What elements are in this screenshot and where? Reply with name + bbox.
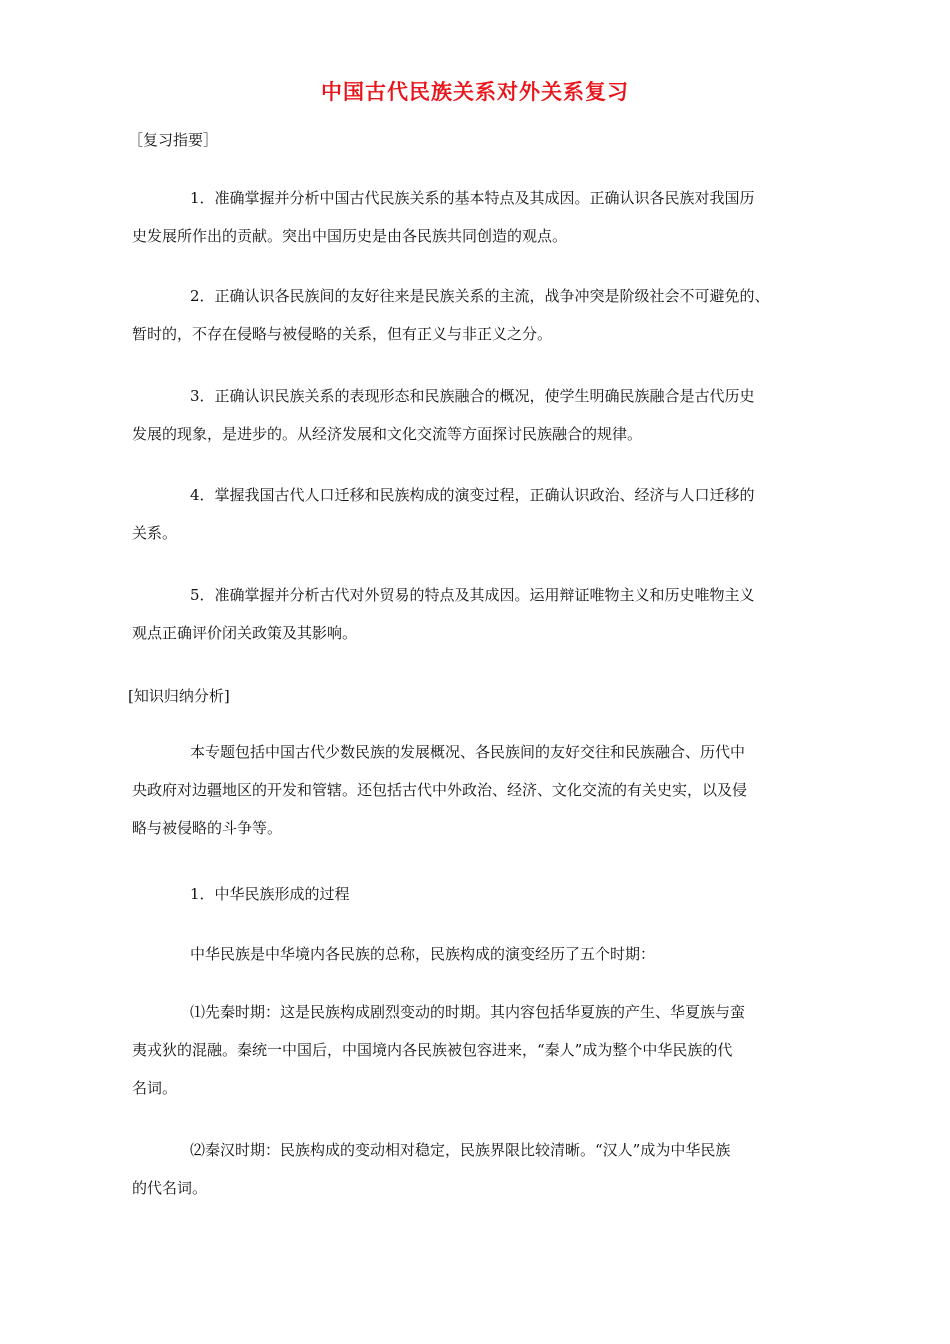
review-item-3-line-1: 3．正确认识民族关系的表现形态和民族融合的概况，使学生明确民族融合是古代历史 <box>190 387 755 405</box>
review-item-2 <box>132 284 822 370</box>
period-1-line-3: 名词。 <box>132 1079 178 1097</box>
review-item-2-line-1: 2．正确认识各民族间的友好往来是民族关系的主流，战争冲突是阶级社会不可避免的、 <box>190 287 770 305</box>
review-item-5-line-2: 观点正确评价闭关政策及其影响。 <box>132 624 358 642</box>
review-item-5 <box>132 583 822 669</box>
period-1-line-2: 夷戎狄的混融。秦统一中国后，中国境内各民族被包容进来，“秦人”成为整个中华民族的代 <box>132 1041 733 1059</box>
knowledge-intro-line-2: 央政府对边疆地区的开发和管辖。还包括古代中外政治、经济、文化交流的有关史实，以及侵 <box>132 781 748 799</box>
document-title: 中国古代民族关系对外关系复习 <box>321 80 629 104</box>
knowledge-lead <box>132 942 822 990</box>
review-item-5-line-1: 5．准确掌握并分析古代对外贸易的特点及其成因。运用辩证唯物主义和历史唯物主义 <box>190 586 755 604</box>
period-1 <box>132 1000 822 1124</box>
review-item-1 <box>132 186 822 272</box>
knowledge-subheading <box>132 882 822 930</box>
review-item-3 <box>132 384 822 470</box>
section-header-review: ［复习指要］ <box>128 131 219 149</box>
knowledge-lead-text: 中华民族是中华境内各民族的总称，民族构成的演变经历了五个时期： <box>190 945 656 963</box>
knowledge-subheading-text: 1．中华民族形成的过程 <box>190 885 350 903</box>
review-item-4-line-2: 关系。 <box>132 524 178 542</box>
period-2-line-1: ⑵秦汉时期：民族构成的变动相对稳定，民族界限比较清晰。“汉人”成为中华民族 <box>190 1141 731 1159</box>
section-header-knowledge: [知识归纳分析] <box>128 687 230 705</box>
review-item-3-line-2: 发展的现象，是进步的。从经济发展和文化交流等方面探讨民族融合的规律。 <box>132 425 643 443</box>
period-2-line-2: 的代名词。 <box>132 1179 208 1197</box>
period-2 <box>132 1138 822 1224</box>
knowledge-intro-line-1: 本专题包括中国古代少数民族的发展概况、各民族间的友好交往和民族融合、历代中 <box>190 743 746 761</box>
knowledge-intro <box>132 740 822 864</box>
review-item-4 <box>132 483 822 569</box>
review-item-1-line-1: 1．准确掌握并分析中国古代民族关系的基本特点及其成因。正确认识各民族对我国历 <box>190 189 755 207</box>
period-1-line-1: ⑴先秦时期：这是民族构成剧烈变动的时期。其内容包括华夏族的产生、华夏族与蛮 <box>190 1003 746 1021</box>
knowledge-intro-line-3: 略与被侵略的斗争等。 <box>132 819 283 837</box>
review-item-1-line-2: 史发展所作出的贡献。突出中国历史是由各民族共同创造的观点。 <box>132 227 568 245</box>
review-item-2-line-2: 暂时的，不存在侵略与被侵略的关系，但有正义与非正义之分。 <box>132 325 553 343</box>
review-item-4-line-1: 4．掌握我国古代人口迁移和民族构成的演变过程，正确认识政治、经济与人口迁移的 <box>190 486 755 504</box>
